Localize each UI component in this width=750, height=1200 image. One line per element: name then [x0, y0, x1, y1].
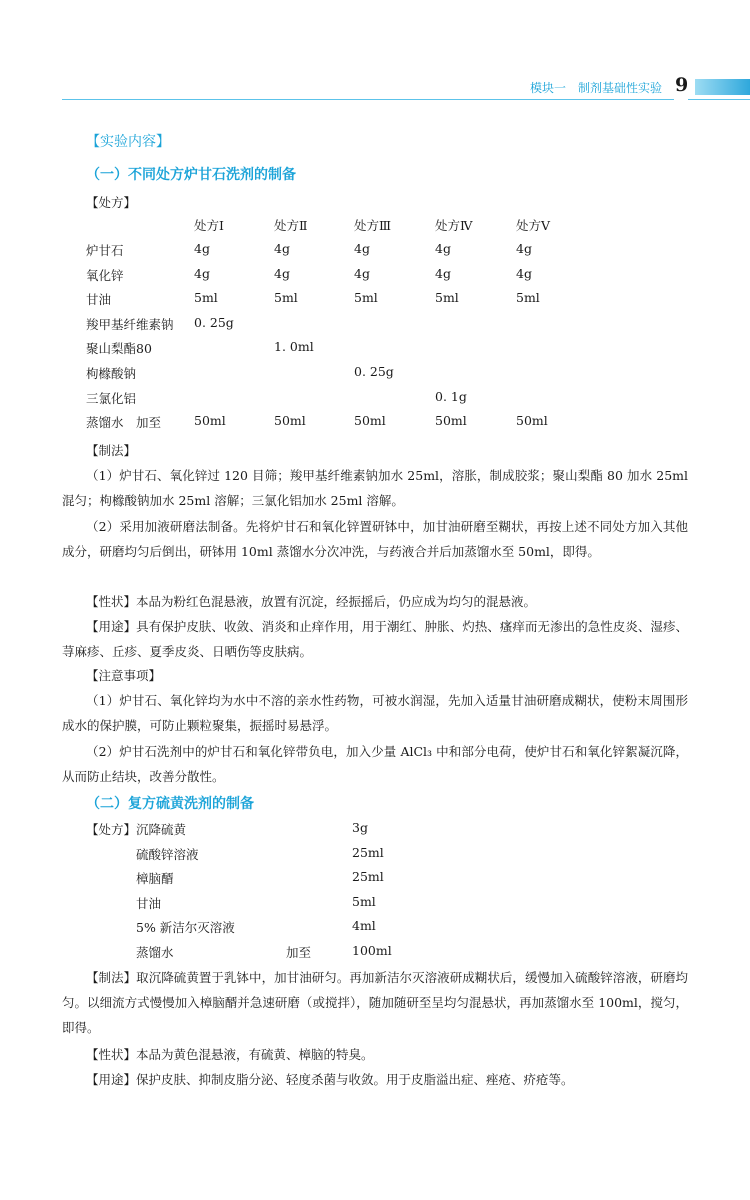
- ingredient-amount: 25ml: [352, 869, 384, 885]
- column-header: 处方Ⅰ: [194, 218, 224, 233]
- part2-method: 【制法】取沉降硫黄置于乳钵中，加甘油研匀。再加新洁尔灭溶液研成糊状后，缓慢加入硫酸锌溶液，研磨均匀。以细流方式慢慢加入樟脑醑并急速研磨（或搅拌），随加随研至呈均匀混悬状，再加蒸馏水至 100ml，搅匀，即得。: [62, 970, 688, 1035]
- ingredient-name: 蒸馏水 加至: [86, 415, 162, 431]
- ingredient-name: 樟脑醑: [136, 871, 174, 887]
- ingredient-name: 甘油: [136, 895, 162, 911]
- ingredient-amount: 5ml: [354, 290, 378, 306]
- ingredient-amount: 4g: [435, 241, 451, 256]
- part1-method-1: （1）炉甘石、氧化锌过 120 目筛；羧甲基纤维素钠加水 25ml，溶胀，制成胶浆；聚山梨酯 80 加水 25ml 混匀；枸橼酸钠加水 25ml 溶解；三氯化铝加水 25ml 溶解。: [62, 468, 688, 508]
- ingredient-amount: 50ml: [194, 413, 226, 429]
- ingredient-amount: 0. 25g: [194, 314, 234, 330]
- ingredient-amount: 50ml: [354, 413, 386, 429]
- ingredient-amount: 100ml: [352, 943, 392, 958]
- column-header: 处方Ⅴ: [516, 218, 551, 233]
- ingredient-amount: 4g: [516, 241, 532, 256]
- ingredient-name: 蒸馏水: [136, 945, 174, 960]
- ingredient-name: 甘油: [86, 292, 112, 308]
- part1-note-1: （1）炉甘石、氧化锌均为水中不溶的亲水性药物，可被水润湿，先加入适量甘油研磨成糊状，使粉末周围形成水的保护膜，可防止颗粒聚集，振摇时易悬浮。: [62, 693, 688, 733]
- column-header: 处方Ⅳ: [435, 218, 473, 233]
- ingredient-amount: 50ml: [516, 413, 548, 429]
- ingredient-amount: 5ml: [274, 290, 298, 306]
- ingredient-amount: 5ml: [516, 290, 540, 306]
- ingredient-amount: 5ml: [352, 893, 376, 909]
- ingredient-amount: 4g: [516, 265, 532, 281]
- ingredient-amount: 50ml: [435, 413, 467, 429]
- part1-title: （一）不同处方炉甘石洗剂的制备: [86, 167, 296, 183]
- part2-usage: 【用途】保护皮肤、抑制皮脂分泌、轻度杀菌与收敛。用于皮脂溢出症、痤疮、疥疮等。: [86, 1072, 574, 1087]
- part1-note-2: （2）炉甘石洗剂中的炉甘石和氧化锌带负电，加入少量 AlCl₃ 中和部分电荷，使炉甘石和氧化锌絮凝沉降，从而防止结块，改善分散性。: [62, 744, 688, 784]
- header-color-bar: [695, 79, 750, 95]
- ingredient-name: 聚山梨酯80: [86, 341, 152, 357]
- ingredient-amount: 1. 0ml: [274, 339, 314, 355]
- ingredient-qualifier: 加至: [286, 945, 312, 960]
- ingredient-name: 沉降硫黄: [136, 822, 187, 837]
- part1-notes-label: 【注意事项】: [86, 668, 162, 683]
- part2-property: 【性状】本品为黄色混悬液，有硫黄、樟脑的特臭。: [86, 1047, 374, 1062]
- part1-method-label: 【制法】: [86, 443, 137, 458]
- ingredient-amount: 4g: [435, 265, 451, 281]
- page-number: 9: [675, 74, 689, 96]
- ingredient-amount: 3g: [352, 820, 368, 835]
- ingredient-amount: 5ml: [435, 290, 459, 306]
- ingredient-amount: 4g: [194, 265, 210, 281]
- ingredient-name: 5% 新洁尔灭溶液: [136, 920, 235, 936]
- ingredient-amount: 4g: [274, 241, 290, 256]
- part2-title: （二）复方硫黄洗剂的制备: [86, 796, 254, 812]
- ingredient-amount: 50ml: [274, 413, 306, 429]
- part1-method-2: （2）采用加液研磨法制备。先将炉甘石和氧化锌置研钵中，加甘油研磨至糊状，再按上述不同处方加入其他成分，研磨均匀后倒出，研钵用 10ml 蒸馏水分次冲洗，与药液合并后加蒸馏水至 50ml，即得。: [62, 519, 688, 559]
- column-header: 处方Ⅱ: [274, 218, 308, 233]
- part1-usage: 【用途】具有保护皮肤、收敛、消炎和止痒作用，用于潮红、肿胀、灼热、瘙痒而无渗出的急性皮炎、湿疹、荨麻疹、丘疹、夏季皮炎、日晒伤等皮肤病。: [62, 619, 688, 659]
- ingredient-amount: 4ml: [352, 918, 376, 934]
- ingredient-amount: 5ml: [194, 290, 218, 306]
- ingredient-amount: 25ml: [352, 844, 384, 860]
- ingredient-amount: 4g: [354, 265, 370, 281]
- ingredient-amount: 4g: [194, 241, 210, 256]
- header-rule: [62, 99, 750, 100]
- running-header-title: 模块一 制剂基础性实验: [530, 81, 663, 95]
- ingredient-amount: 4g: [354, 241, 370, 256]
- ingredient-amount: 4g: [274, 265, 290, 281]
- column-header: 处方Ⅲ: [354, 218, 392, 233]
- part1-prescription-label: 【处方】: [86, 195, 137, 210]
- ingredient-name: 硫酸锌溶液: [136, 846, 199, 862]
- ingredient-name: 羧甲基纤维素钠: [86, 316, 174, 332]
- ingredient-name: 枸橼酸钠: [86, 366, 137, 381]
- section-heading: 【实验内容】: [86, 134, 170, 150]
- part1-property: 【性状】本品为粉红色混悬液，放置有沉淀，经振摇后，仍应成为均匀的混悬液。: [86, 594, 537, 609]
- ingredient-amount: 0. 1g: [435, 388, 467, 404]
- ingredient-name: 炉甘石: [86, 243, 124, 258]
- ingredient-name: 氧化锌: [86, 267, 124, 283]
- part2-prescription-label: 【处方】: [86, 822, 137, 837]
- ingredient-amount: 0. 25g: [354, 364, 394, 379]
- ingredient-name: 三氯化铝: [86, 390, 137, 406]
